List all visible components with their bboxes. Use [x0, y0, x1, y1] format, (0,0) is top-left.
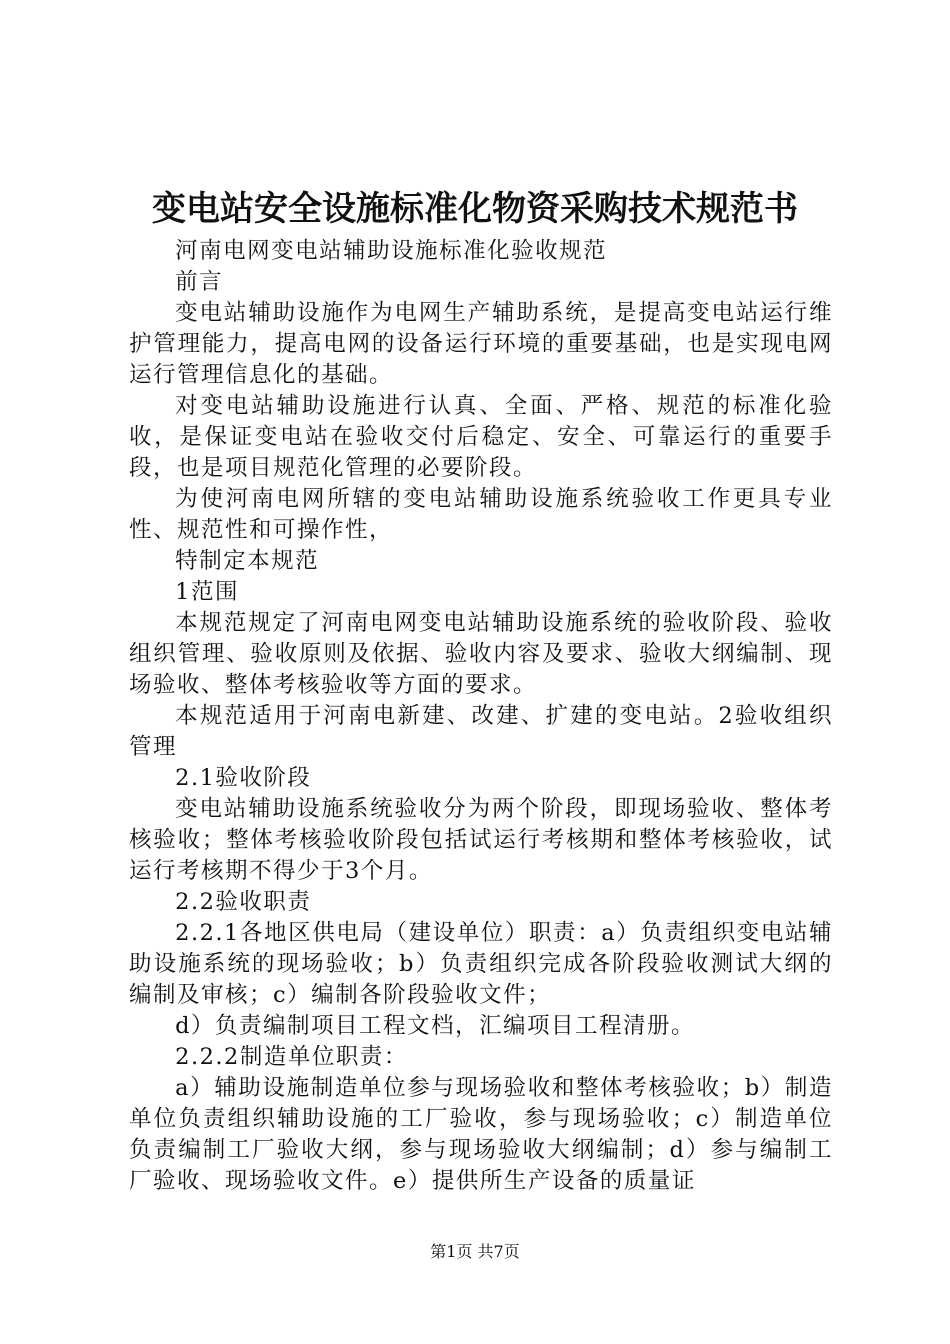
section-heading-acceptance-stage: 2.1验收阶段 [175, 765, 312, 791]
paragraph: 为使河南电网所辖的变电站辅助设施系统验收工作更具专业性、规范性和可操作性， [129, 486, 833, 543]
paragraph: 本规范规定了河南电网变电站辅助设施系统的验收阶段、验收组织管理、验收原则及依据、验收内容及要求、验收大纲编制、现场验收、整体考核验收等方面的要求。 [129, 610, 833, 698]
paragraph: 2.2.1各地区供电局（建设单位）职责：a）负责组织变电站辅助设施系统的现场验收；b）负责组织完成各阶段验收测试大纲的编制及审核；c）编制各阶段验收文件； [129, 920, 833, 1008]
paragraph-preface-heading: 前言 [175, 269, 224, 295]
paragraph: a）辅助设施制造单位参与现场验收和整体考核验收；b）制造单位负责组织辅助设施的工厂验收，参与现场验收；c）制造单位负责编制工厂验收大纲，参与现场验收大纲编制；d）参与编制工厂验收、现场验收文件。e）提供所生产设备的质量证 [129, 1075, 833, 1194]
paragraph: d）负责编制项目工程文档，汇编项目工程清册。 [175, 1013, 696, 1039]
paragraph: 变电站辅助设施作为电网生产辅助系统，是提高变电站运行维护管理能力，提高电网的设备运行环境的重要基础，也是实现电网运行管理信息化的基础。 [129, 300, 833, 388]
section-heading-manufacturer-duties: 2.2.2制造单位职责： [175, 1044, 408, 1070]
paragraph: 对变电站辅助设施进行认真、全面、严格、规范的标准化验收，是保证变电站在验收交付后稳定、安全、可靠运行的重要手段，也是项目规范化管理的必要阶段。 [129, 393, 833, 481]
paragraph-subtitle: 河南电网变电站辅助设施标准化验收规范 [175, 238, 608, 264]
document-title: 变电站安全设施标准化物资采购技术规范书 [152, 189, 798, 229]
page-footer: 第1页 共7页 [430, 1242, 520, 1261]
document-body [129, 236, 833, 1197]
paragraph: 变电站辅助设施系统验收分为两个阶段，即现场验收、整体考核验收；整体考核验收阶段包括试运行考核期和整体考核验收，试运行考核期不得少于3个月。 [129, 796, 833, 884]
section-heading-acceptance-duties: 2.2验收职责 [175, 889, 312, 915]
paragraph: 本规范适用于河南电新建、改建、扩建的变电站。2验收组织管理 [129, 703, 833, 760]
section-heading-scope: 1范围 [175, 579, 239, 605]
paragraph: 特制定本规范 [175, 548, 320, 574]
